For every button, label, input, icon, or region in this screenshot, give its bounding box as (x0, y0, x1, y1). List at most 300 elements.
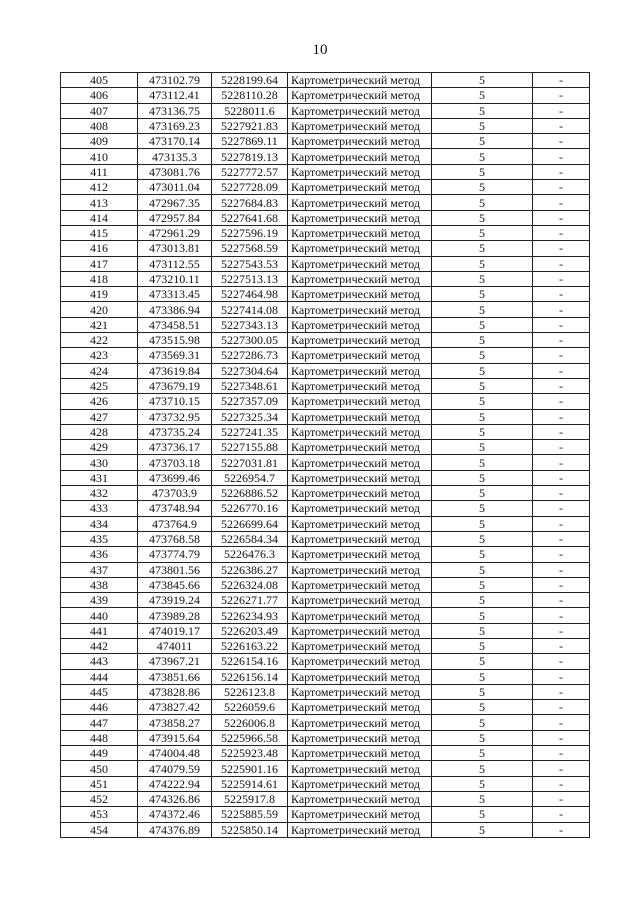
method-cell: Картометрический метод (288, 715, 432, 730)
note-cell: - (533, 317, 590, 332)
y-coordinate-cell: 5227568.59 (212, 241, 288, 256)
point-number-cell: 407 (61, 103, 138, 118)
y-coordinate-cell: 5225914.61 (212, 776, 288, 791)
note-cell: - (533, 363, 590, 378)
note-cell: - (533, 424, 590, 439)
y-coordinate-cell: 5227543.53 (212, 256, 288, 271)
y-coordinate-cell: 5228199.64 (212, 73, 288, 88)
note-cell: - (533, 73, 590, 88)
accuracy-cell: 5 (432, 317, 533, 332)
method-cell: Картометрический метод (288, 164, 432, 179)
method-cell: Картометрический метод (288, 73, 432, 88)
table-row (61, 562, 590, 577)
y-coordinate-cell: 5227031.81 (212, 455, 288, 470)
method-cell: Картометрический метод (288, 333, 432, 348)
accuracy-cell: 5 (432, 88, 533, 103)
table-row (61, 333, 590, 348)
method-cell: Картометрический метод (288, 470, 432, 485)
point-number-cell: 426 (61, 394, 138, 409)
table-row (61, 486, 590, 501)
note-cell: - (533, 547, 590, 562)
x-coordinate-cell: 473458.51 (138, 317, 212, 332)
x-coordinate-cell: 473386.94 (138, 302, 212, 317)
y-coordinate-cell: 5227728.09 (212, 180, 288, 195)
x-coordinate-cell: 473703.18 (138, 455, 212, 470)
x-coordinate-cell: 473967.21 (138, 654, 212, 669)
y-coordinate-cell: 5227684.83 (212, 195, 288, 210)
note-cell: - (533, 623, 590, 638)
point-number-cell: 409 (61, 134, 138, 149)
table-row (61, 547, 590, 562)
accuracy-cell: 5 (432, 501, 533, 516)
point-number-cell: 437 (61, 562, 138, 577)
point-number-cell: 427 (61, 409, 138, 424)
y-coordinate-cell: 5227596.19 (212, 225, 288, 240)
note-cell: - (533, 210, 590, 225)
accuracy-cell: 5 (432, 807, 533, 822)
point-number-cell: 445 (61, 684, 138, 699)
point-number-cell: 450 (61, 761, 138, 776)
table-row (61, 378, 590, 393)
x-coordinate-cell: 473169.23 (138, 118, 212, 133)
y-coordinate-cell: 5225917.8 (212, 791, 288, 806)
y-coordinate-cell: 5227414.08 (212, 302, 288, 317)
note-cell: - (533, 501, 590, 516)
accuracy-cell: 5 (432, 302, 533, 317)
y-coordinate-cell: 5225901.16 (212, 761, 288, 776)
x-coordinate-cell: 473858.27 (138, 715, 212, 730)
accuracy-cell: 5 (432, 638, 533, 653)
table-row (61, 424, 590, 439)
table-row (61, 302, 590, 317)
table-row (61, 210, 590, 225)
point-number-cell: 441 (61, 623, 138, 638)
y-coordinate-cell: 5227641.68 (212, 210, 288, 225)
note-cell: - (533, 394, 590, 409)
accuracy-cell: 5 (432, 241, 533, 256)
table-row (61, 455, 590, 470)
note-cell: - (533, 225, 590, 240)
point-number-cell: 410 (61, 149, 138, 164)
accuracy-cell: 5 (432, 791, 533, 806)
x-coordinate-cell: 473699.46 (138, 470, 212, 485)
table-row (61, 118, 590, 133)
table-row (61, 608, 590, 623)
y-coordinate-cell: 5227343.13 (212, 317, 288, 332)
method-cell: Картометрический метод (288, 225, 432, 240)
x-coordinate-cell: 473735.24 (138, 424, 212, 439)
method-cell: Картометрический метод (288, 700, 432, 715)
method-cell: Картометрический метод (288, 210, 432, 225)
table-row (61, 669, 590, 684)
method-cell: Картометрический метод (288, 577, 432, 592)
y-coordinate-cell: 5226006.8 (212, 715, 288, 730)
method-cell: Картометрический метод (288, 149, 432, 164)
method-cell: Картометрический метод (288, 394, 432, 409)
method-cell: Картометрический метод (288, 746, 432, 761)
method-cell: Картометрический метод (288, 256, 432, 271)
y-coordinate-cell: 5226584.34 (212, 531, 288, 546)
note-cell: - (533, 409, 590, 424)
point-number-cell: 421 (61, 317, 138, 332)
coordinates-table-body (61, 73, 590, 838)
y-coordinate-cell: 5226203.49 (212, 623, 288, 638)
y-coordinate-cell: 5225850.14 (212, 822, 288, 837)
table-row (61, 149, 590, 164)
table-row (61, 317, 590, 332)
accuracy-cell: 5 (432, 623, 533, 638)
point-number-cell: 428 (61, 424, 138, 439)
accuracy-cell: 5 (432, 700, 533, 715)
point-number-cell: 406 (61, 88, 138, 103)
point-number-cell: 443 (61, 654, 138, 669)
x-coordinate-cell: 473112.41 (138, 88, 212, 103)
point-number-cell: 416 (61, 241, 138, 256)
x-coordinate-cell: 473135.3 (138, 149, 212, 164)
note-cell: - (533, 807, 590, 822)
x-coordinate-cell: 473710.15 (138, 394, 212, 409)
y-coordinate-cell: 5225923.48 (212, 746, 288, 761)
method-cell: Картометрический метод (288, 654, 432, 669)
accuracy-cell: 5 (432, 118, 533, 133)
note-cell: - (533, 776, 590, 791)
table-row (61, 287, 590, 302)
point-number-cell: 417 (61, 256, 138, 271)
note-cell: - (533, 149, 590, 164)
table-row (61, 623, 590, 638)
method-cell: Картометрический метод (288, 593, 432, 608)
note-cell: - (533, 195, 590, 210)
note-cell: - (533, 715, 590, 730)
note-cell: - (533, 700, 590, 715)
method-cell: Картометрический метод (288, 455, 432, 470)
note-cell: - (533, 180, 590, 195)
x-coordinate-cell: 473013.81 (138, 241, 212, 256)
note-cell: - (533, 470, 590, 485)
y-coordinate-cell: 5226886.52 (212, 486, 288, 501)
method-cell: Картометрический метод (288, 761, 432, 776)
accuracy-cell: 5 (432, 149, 533, 164)
x-coordinate-cell: 473774.79 (138, 547, 212, 562)
y-coordinate-cell: 5227155.88 (212, 440, 288, 455)
x-coordinate-cell: 473764.9 (138, 516, 212, 531)
table-row (61, 180, 590, 195)
point-number-cell: 431 (61, 470, 138, 485)
y-coordinate-cell: 5226271.77 (212, 593, 288, 608)
point-number-cell: 419 (61, 287, 138, 302)
table-row (61, 761, 590, 776)
method-cell: Картометрический метод (288, 378, 432, 393)
table-row (61, 715, 590, 730)
note-cell: - (533, 88, 590, 103)
accuracy-cell: 5 (432, 608, 533, 623)
note-cell: - (533, 287, 590, 302)
x-coordinate-cell: 473679.19 (138, 378, 212, 393)
method-cell: Картометрический метод (288, 88, 432, 103)
accuracy-cell: 5 (432, 409, 533, 424)
point-number-cell: 433 (61, 501, 138, 516)
y-coordinate-cell: 5227819.13 (212, 149, 288, 164)
x-coordinate-cell: 474376.89 (138, 822, 212, 837)
note-cell: - (533, 593, 590, 608)
y-coordinate-cell: 5227513.13 (212, 271, 288, 286)
note-cell: - (533, 455, 590, 470)
method-cell: Картометрический метод (288, 363, 432, 378)
table-row (61, 684, 590, 699)
note-cell: - (533, 638, 590, 653)
note-cell: - (533, 822, 590, 837)
point-number-cell: 447 (61, 715, 138, 730)
note-cell: - (533, 608, 590, 623)
accuracy-cell: 5 (432, 195, 533, 210)
table-row (61, 256, 590, 271)
note-cell: - (533, 103, 590, 118)
x-coordinate-cell: 473170.14 (138, 134, 212, 149)
note-cell: - (533, 440, 590, 455)
method-cell: Картометрический метод (288, 531, 432, 546)
point-number-cell: 442 (61, 638, 138, 653)
x-coordinate-cell: 473703.9 (138, 486, 212, 501)
table-row (61, 394, 590, 409)
method-cell: Картометрический метод (288, 562, 432, 577)
point-number-cell: 430 (61, 455, 138, 470)
point-number-cell: 439 (61, 593, 138, 608)
table-row (61, 195, 590, 210)
y-coordinate-cell: 5228110.28 (212, 88, 288, 103)
accuracy-cell: 5 (432, 531, 533, 546)
accuracy-cell: 5 (432, 287, 533, 302)
point-number-cell: 425 (61, 378, 138, 393)
table-row (61, 791, 590, 806)
x-coordinate-cell: 473828.86 (138, 684, 212, 699)
method-cell: Картометрический метод (288, 271, 432, 286)
x-coordinate-cell: 473748.94 (138, 501, 212, 516)
method-cell: Картометрический метод (288, 669, 432, 684)
point-number-cell: 424 (61, 363, 138, 378)
point-number-cell: 415 (61, 225, 138, 240)
accuracy-cell: 5 (432, 210, 533, 225)
table-row (61, 654, 590, 669)
note-cell: - (533, 730, 590, 745)
note-cell: - (533, 486, 590, 501)
accuracy-cell: 5 (432, 348, 533, 363)
note-cell: - (533, 531, 590, 546)
point-number-cell: 420 (61, 302, 138, 317)
coordinates-table (60, 72, 590, 838)
accuracy-cell: 5 (432, 684, 533, 699)
note-cell: - (533, 669, 590, 684)
method-cell: Картометрический метод (288, 317, 432, 332)
point-number-cell: 412 (61, 180, 138, 195)
x-coordinate-cell: 473136.75 (138, 103, 212, 118)
y-coordinate-cell: 5226954.7 (212, 470, 288, 485)
note-cell: - (533, 791, 590, 806)
y-coordinate-cell: 5227869.11 (212, 134, 288, 149)
point-number-cell: 448 (61, 730, 138, 745)
table-row (61, 470, 590, 485)
x-coordinate-cell: 472957.84 (138, 210, 212, 225)
table-row (61, 730, 590, 745)
x-coordinate-cell: 473515.98 (138, 333, 212, 348)
point-number-cell: 432 (61, 486, 138, 501)
point-number-cell: 413 (61, 195, 138, 210)
method-cell: Картометрический метод (288, 516, 432, 531)
y-coordinate-cell: 5226163.22 (212, 638, 288, 653)
method-cell: Картометрический метод (288, 547, 432, 562)
note-cell: - (533, 164, 590, 179)
point-number-cell: 440 (61, 608, 138, 623)
y-coordinate-cell: 5227325.34 (212, 409, 288, 424)
method-cell: Картометрический метод (288, 287, 432, 302)
table-row (61, 577, 590, 592)
point-number-cell: 405 (61, 73, 138, 88)
table-row (61, 363, 590, 378)
x-coordinate-cell: 472967.35 (138, 195, 212, 210)
y-coordinate-cell: 5227921.83 (212, 118, 288, 133)
x-coordinate-cell: 473736.17 (138, 440, 212, 455)
accuracy-cell: 5 (432, 577, 533, 592)
y-coordinate-cell: 5227357.09 (212, 394, 288, 409)
table-row (61, 440, 590, 455)
y-coordinate-cell: 5226386.27 (212, 562, 288, 577)
accuracy-cell: 5 (432, 378, 533, 393)
method-cell: Картометрический метод (288, 195, 432, 210)
x-coordinate-cell: 473313.45 (138, 287, 212, 302)
point-number-cell: 449 (61, 746, 138, 761)
method-cell: Картометрический метод (288, 118, 432, 133)
table-row (61, 638, 590, 653)
accuracy-cell: 5 (432, 271, 533, 286)
x-coordinate-cell: 473011.04 (138, 180, 212, 195)
note-cell: - (533, 134, 590, 149)
x-coordinate-cell: 473801.56 (138, 562, 212, 577)
method-cell: Картометрический метод (288, 134, 432, 149)
method-cell: Картометрический метод (288, 684, 432, 699)
x-coordinate-cell: 474372.46 (138, 807, 212, 822)
x-coordinate-cell: 473732.95 (138, 409, 212, 424)
note-cell: - (533, 577, 590, 592)
note-cell: - (533, 746, 590, 761)
x-coordinate-cell: 473102.79 (138, 73, 212, 88)
accuracy-cell: 5 (432, 256, 533, 271)
y-coordinate-cell: 5227772.57 (212, 164, 288, 179)
method-cell: Картометрический метод (288, 440, 432, 455)
y-coordinate-cell: 5226156.14 (212, 669, 288, 684)
accuracy-cell: 5 (432, 776, 533, 791)
accuracy-cell: 5 (432, 516, 533, 531)
y-coordinate-cell: 5227286.73 (212, 348, 288, 363)
note-cell: - (533, 333, 590, 348)
accuracy-cell: 5 (432, 333, 533, 348)
table-row (61, 700, 590, 715)
x-coordinate-cell: 473569.31 (138, 348, 212, 363)
point-number-cell: 423 (61, 348, 138, 363)
table-row (61, 822, 590, 837)
note-cell: - (533, 761, 590, 776)
method-cell: Картометрический метод (288, 180, 432, 195)
note-cell: - (533, 516, 590, 531)
method-cell: Картометрический метод (288, 241, 432, 256)
table-row (61, 807, 590, 822)
table-row (61, 271, 590, 286)
accuracy-cell: 5 (432, 180, 533, 195)
accuracy-cell: 5 (432, 486, 533, 501)
x-coordinate-cell: 473112.55 (138, 256, 212, 271)
accuracy-cell: 5 (432, 547, 533, 562)
y-coordinate-cell: 5226476.3 (212, 547, 288, 562)
method-cell: Картометрический метод (288, 730, 432, 745)
x-coordinate-cell: 473081.76 (138, 164, 212, 179)
y-coordinate-cell: 5226234.93 (212, 608, 288, 623)
method-cell: Картометрический метод (288, 501, 432, 516)
point-number-cell: 454 (61, 822, 138, 837)
point-number-cell: 418 (61, 271, 138, 286)
note-cell: - (533, 302, 590, 317)
accuracy-cell: 5 (432, 424, 533, 439)
accuracy-cell: 5 (432, 562, 533, 577)
accuracy-cell: 5 (432, 470, 533, 485)
method-cell: Картометрический метод (288, 791, 432, 806)
accuracy-cell: 5 (432, 394, 533, 409)
x-coordinate-cell: 473919.24 (138, 593, 212, 608)
accuracy-cell: 5 (432, 455, 533, 470)
point-number-cell: 435 (61, 531, 138, 546)
x-coordinate-cell: 474222.94 (138, 776, 212, 791)
y-coordinate-cell: 5228011.6 (212, 103, 288, 118)
note-cell: - (533, 256, 590, 271)
x-coordinate-cell: 473619.84 (138, 363, 212, 378)
method-cell: Картометрический метод (288, 822, 432, 837)
note-cell: - (533, 684, 590, 699)
accuracy-cell: 5 (432, 73, 533, 88)
y-coordinate-cell: 5227241.35 (212, 424, 288, 439)
table-row (61, 516, 590, 531)
table-row (61, 225, 590, 240)
accuracy-cell: 5 (432, 225, 533, 240)
y-coordinate-cell: 5227304.64 (212, 363, 288, 378)
method-cell: Картометрический метод (288, 486, 432, 501)
y-coordinate-cell: 5227300.05 (212, 333, 288, 348)
page-number: 10 (312, 42, 328, 58)
table-row (61, 776, 590, 791)
y-coordinate-cell: 5226154.16 (212, 654, 288, 669)
table-row (61, 134, 590, 149)
note-cell: - (533, 271, 590, 286)
accuracy-cell: 5 (432, 103, 533, 118)
table-row (61, 348, 590, 363)
accuracy-cell: 5 (432, 715, 533, 730)
x-coordinate-cell: 474326.86 (138, 791, 212, 806)
point-number-cell: 429 (61, 440, 138, 455)
table-row (61, 73, 590, 88)
x-coordinate-cell: 473845.66 (138, 577, 212, 592)
y-coordinate-cell: 5225966.58 (212, 730, 288, 745)
y-coordinate-cell: 5226123.8 (212, 684, 288, 699)
method-cell: Картометрический метод (288, 348, 432, 363)
point-number-cell: 414 (61, 210, 138, 225)
accuracy-cell: 5 (432, 593, 533, 608)
accuracy-cell: 5 (432, 730, 533, 745)
table-row (61, 164, 590, 179)
table-row (61, 88, 590, 103)
note-cell: - (533, 118, 590, 133)
point-number-cell: 451 (61, 776, 138, 791)
y-coordinate-cell: 5227464.98 (212, 287, 288, 302)
x-coordinate-cell: 473915.64 (138, 730, 212, 745)
point-number-cell: 411 (61, 164, 138, 179)
accuracy-cell: 5 (432, 746, 533, 761)
table-row (61, 531, 590, 546)
